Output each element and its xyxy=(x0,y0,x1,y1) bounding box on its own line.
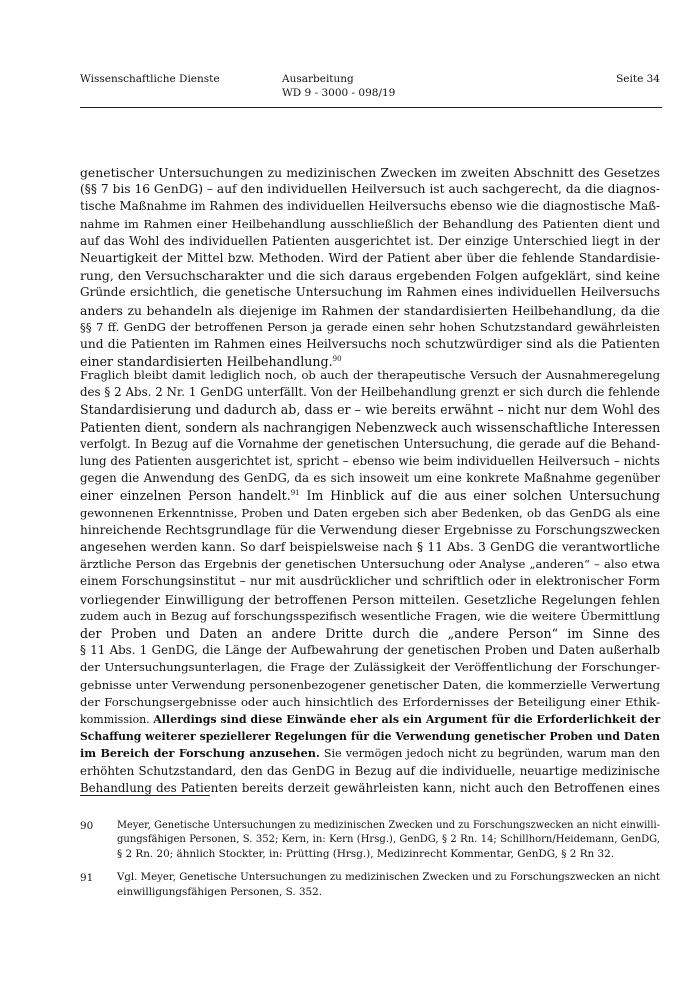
emphasis-text: im Bereich der Forschung anzusehen. xyxy=(80,746,320,761)
paragraph-line: Behandlung des Patienten bereits derzeit gewährleisten kann, nicht auch den Betroffenen eines xyxy=(80,780,660,795)
paragraph-line: vorliegender Einwilligung der betroffenen Person mitteilen. Gesetzliche Regelungen fehlen xyxy=(80,591,660,607)
paragraph-line-text: kommission. xyxy=(80,713,154,727)
paragraph-line: verfolgt. In Bezug auf die Vornahme der genetischen Untersuchung, die gerade auf die Behand- xyxy=(80,436,660,451)
paragraph-line: einem Forschungsinstitut – nur mit ausdrücklicher und schriftlich oder in elektronischer Form xyxy=(80,574,660,589)
footnote-line: einwilligungsfähigen Personen, S. 352. xyxy=(117,886,323,898)
paragraph-line: und die Patienten im Rahmen eines Heilversuchs noch schutzwürdiger sind als die Patienten xyxy=(80,337,660,352)
paragraph-line: gegen die Anwendung des GenDG, da es sich insoweit um eine konkrete Maßnahme gegenüber xyxy=(80,471,660,486)
paragraph-line: § 11 Abs. 1 GenDG, die Länge der Aufbewahrung der genetischen Proben und Daten außerhalb xyxy=(80,643,660,658)
footnote-number: 90 xyxy=(80,820,94,832)
footnote-reference-90[interactable]: 90 xyxy=(332,355,342,364)
header-page-number: Seite 34 xyxy=(616,73,660,85)
paragraph-1 xyxy=(80,164,660,370)
footnote-text xyxy=(117,871,660,899)
paragraph-line: Patienten dient, sondern als nachrangigen Nebenzweck auch wissenschaftliche Interessen xyxy=(80,419,661,435)
emphasis-text: Allerdings sind diese Einwände eher als ein Argument für die Erforderlichkeit der xyxy=(153,713,661,727)
paragraph-line: nahme im Rahmen einer Heilbehandlung ausschließlich der Behandlung des Patienten dient und xyxy=(80,216,660,231)
paragraph-line-text: Im Hinblick auf die aus einer solchen Untersuchung xyxy=(299,488,660,504)
paragraph-line-text: einer standardisierten Heilbehandlung. xyxy=(80,354,333,370)
emphasis-text: Schaffung weiterer speziellerer Regelungen für die Verwendung genetischer Proben und Daten xyxy=(80,730,660,744)
paragraph-line: gebnisse unter Verwendung personenbezogener genetischer Daten, die kommerzielle Verwertung xyxy=(80,677,660,692)
paragraph-line: (§§ 7 bis 16 GenDG) – auf den individuellen Heilversuch ist auch sachgerecht, da die diagnos- xyxy=(80,182,660,197)
paragraph-line: lung des Patienten ausgerichtet ist, spricht – ebenso wie beim individuellen Heilversuch – nichts xyxy=(80,454,660,469)
paragraph-line: genetischer Untersuchungen zu medizinischen Zwecken im zweiten Abschnitt des Gesetzes xyxy=(80,165,660,180)
footnote-number: 91 xyxy=(80,872,94,884)
paragraph-line: rung, den Versuchscharakter und die sich daraus ergebenden Folgen aufgeklärt, sind keine xyxy=(80,268,660,284)
paragraph-2 xyxy=(80,367,660,797)
paragraph-line: Gründe ersichtlich, die genetische Untersuchung im Rahmen eines individuellen Heilversuchs xyxy=(80,285,660,300)
paragraph-line: angesehen werden kann. So darf beispielsweise nach § 11 Abs. 3 GenDG die verantwortliche xyxy=(80,540,660,555)
paragraph-line: der Proben und Daten an andere Dritte durch die „andere Person“ im Sinne des xyxy=(80,626,660,642)
header-doc-number: WD 9 - 3000 - 098/19 xyxy=(282,87,396,99)
paragraph-line: Standardisierung und dadurch ab, dass er – wie bereits erwähnt – nicht nur dem Wohl des xyxy=(80,402,660,418)
paragraph-line: der Untersuchungsunterlagen, die Frage der Zulässigkeit der Veröffentlichung der Forschunger- xyxy=(80,660,660,675)
paragraph-line: anders zu behandeln als diejenige im Rahmen der standardisierten Heilbehandlung, da die xyxy=(80,302,660,318)
paragraph-line: gewonnenen Erkenntnisse, Proben und Daten ergeben sich aber Bedenken, ob das GenDG als eine xyxy=(80,505,660,520)
paragraph-line xyxy=(80,728,660,745)
paragraph-line: Neuartigkeit der Mittel bzw. Methoden. Wird der Patient aber über die fehlende Standardisie- xyxy=(80,251,660,266)
footnote-line: Vgl. Meyer, Genetische Untersuchungen zu medizinischen Zwecken und zu Forschungszwecken an nicht xyxy=(117,872,660,883)
paragraph-line: Fraglich bleibt damit lediglich noch, ob auch der therapeutische Versuch der Ausnahmeregelung xyxy=(80,368,660,382)
paragraph-line: hinreichende Rechtsgrundlage für die Verwendung dieser Ergebnisse zu Forschungszwecken xyxy=(80,522,660,537)
header-document-info xyxy=(282,72,395,100)
header-doc-type: Ausarbeitung xyxy=(282,73,354,85)
footnote-line: § 2 Rn. 20; ähnlich Stockter, in: Prütting (Hrsg.), Medizinrecht Kommentar, GenDG, § 2 Rn 32. xyxy=(117,848,615,860)
paragraph-line xyxy=(80,487,660,504)
paragraph-line: auf das Wohl des individuellen Patienten ausgerichtet ist. Der einzige Unterschied liegt in der xyxy=(80,233,660,248)
paragraph-line: des § 2 Abs. 2 Nr. 1 GenDG unterfällt. Von der Heilbehandlung grenzt er sich durch die fehlende xyxy=(80,385,660,400)
footnote-line: gungsfähigen Personen, S. 352; Kern, in: Kern (Hrsg.), GenDG, § 2 Rn. 14; Schillhorn/Heidemann, GenDG, xyxy=(117,834,660,845)
paragraph-line xyxy=(80,745,660,762)
paragraph-line xyxy=(80,711,660,728)
paragraph-line-text: einer einzelnen Person handelt. xyxy=(80,488,291,504)
paragraph-line: §§ 7 ff. GenDG der betroffenen Person ja gerade einen sehr hohen Schutzstandard gewährleisten xyxy=(80,319,660,334)
paragraph-line: tische Maßnahme im Rahmen des individuellen Heilversuchs ebenso wie die diagnostische Maß- xyxy=(80,199,660,214)
footnote-line: Meyer, Genetische Untersuchungen zu medizinischen Zwecken und zu Forschungszwecken an nicht einwilli- xyxy=(117,820,660,831)
footnote-text xyxy=(117,819,660,861)
paragraph-line: erhöhten Schutzstandard, den das GenDG in Bezug auf die individuelle, neuartige medizinische xyxy=(80,763,660,778)
paragraph-line: zudem auch in Bezug auf forschungsspezifisch wesentliche Fragen, wie die weitere Übermittlung xyxy=(80,608,660,623)
paragraph-line: ärztliche Person das Ergebnis der genetischen Untersuchung oder Analyse „anderen“ – also etwa xyxy=(80,557,660,572)
paragraph-line: der Forschungsergebnisse oder auch hinsichtlich des Erfordernisses der Beteiligung einer Ethik- xyxy=(80,694,660,709)
footnote-reference-91[interactable]: 91 xyxy=(290,489,300,498)
header-institution: Wissenschaftliche Dienste xyxy=(80,73,220,85)
header-rule xyxy=(80,107,662,108)
paragraph-line-text: Sie vermögen jedoch nicht zu begründen, warum man den xyxy=(319,747,660,761)
footnote-separator xyxy=(80,795,210,796)
